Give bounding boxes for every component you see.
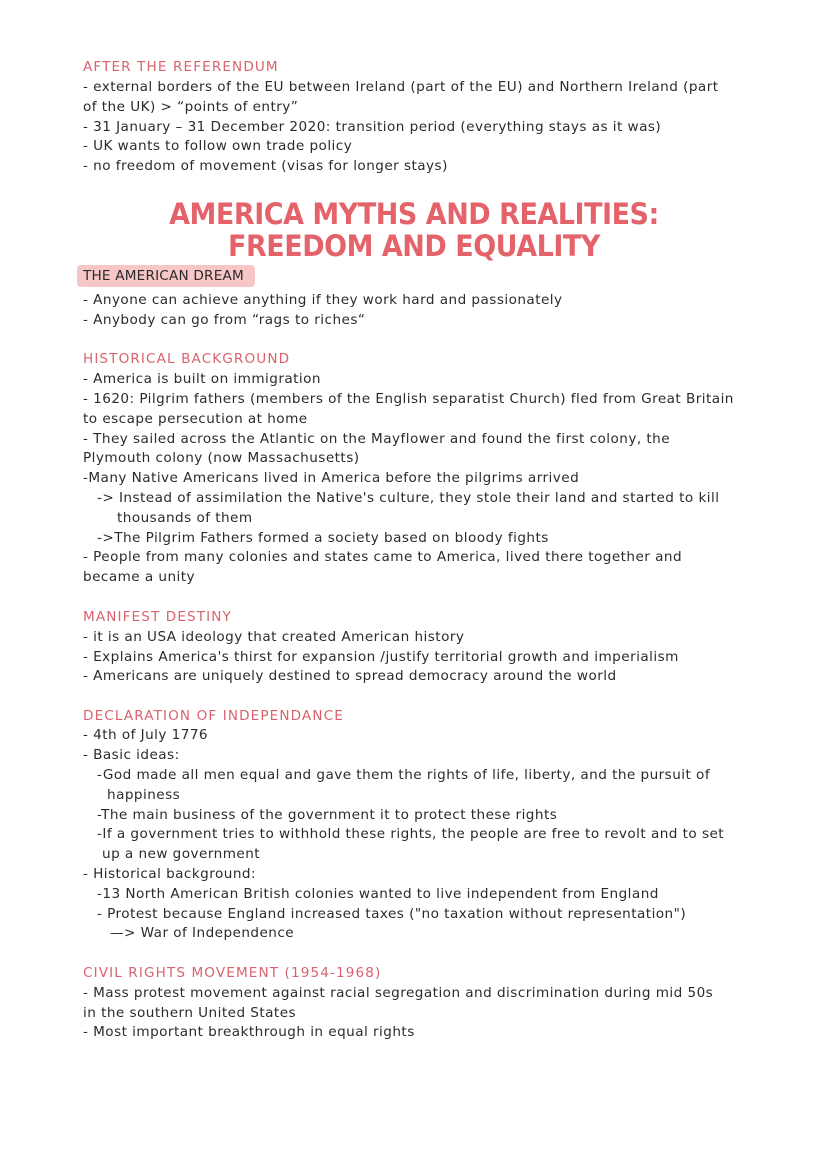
text-line: - Most important breakthrough in equal rights (83, 1024, 415, 1040)
text-line: - Anyone can achieve anything if they work hard and passionately (83, 292, 563, 308)
text-line: became a unity (83, 569, 196, 585)
text-line: -The main business of the government it to protect these rights (97, 807, 558, 823)
page-title-line-1: AMERICA MYTHS AND REALITIES: (169, 197, 659, 231)
text-line: -13 North American British colonies wanted to live independent from England (97, 886, 659, 902)
text-line: - Anybody can go from “rags to riches“ (83, 312, 366, 328)
text-line: Plymouth colony (now Massachusetts) (83, 450, 360, 466)
text-line: - Explains America's thirst for expansion /justify territorial growth and imperialism (83, 649, 679, 665)
text-line: -God made all men equal and gave them the rights of life, liberty, and the pursuit of (97, 767, 711, 783)
text-line: - They sailed across the Atlantic on the Mayflower and found the first colony, the (83, 431, 671, 447)
text-line: - external borders of the EU between Ireland (part of the EU) and Northern Ireland (part (83, 79, 719, 95)
text-line: - 4th of July 1776 (83, 727, 209, 743)
text-line: happiness (107, 787, 181, 803)
text-line: - 31 January – 31 December 2020: transition period (everything stays as it was) (83, 119, 662, 135)
page-title-line-2: FREEDOM AND EQUALITY (228, 229, 600, 263)
section-heading-american-dream: THE AMERICAN DREAM (83, 268, 244, 284)
text-line: to escape persecution at home (83, 411, 308, 427)
text-line: - no freedom of movement (visas for longer stays) (83, 158, 448, 174)
text-line: up a new government (102, 846, 261, 862)
text-line: ->The Pilgrim Fathers formed a society based on bloody fights (97, 530, 549, 546)
text-line: of the UK) > “points of entry” (83, 99, 299, 115)
text-line: in the southern United States (83, 1005, 297, 1021)
section-heading-civil-rights: CIVIL RIGHTS MOVEMENT (1954-1968) (83, 965, 382, 981)
text-line: - 1620: Pilgrim fathers (members of the English separatist Church) fled from Great Britain (83, 391, 734, 407)
text-line: - People from many colonies and states came to America, lived there together and (83, 549, 683, 565)
text-line: - Basic ideas: (83, 747, 180, 763)
section-heading-historical-background: HISTORICAL BACKGROUND (83, 351, 291, 367)
text-line: - UK wants to follow own trade policy (83, 138, 353, 154)
text-line: - America is built on immigration (83, 371, 321, 387)
text-line: - Americans are uniquely destined to spread democracy around the world (83, 668, 617, 684)
text-line: - Protest because England increased taxes ("no taxation without representation") (97, 906, 687, 922)
section-heading-referendum: AFTER THE REFERENDUM (83, 59, 279, 75)
section-heading-manifest-destiny: MANIFEST DESTINY (83, 609, 232, 625)
text-line: thousands of them (117, 510, 253, 526)
text-line: -If a government tries to withhold these rights, the people are free to revolt and to set (97, 826, 725, 842)
text-line: —> War of Independence (110, 925, 295, 941)
section-heading-declaration: DECLARATION OF INDEPENDANCE (83, 708, 344, 724)
text-line: -Many Native Americans lived in America before the pilgrims arrived (83, 470, 580, 486)
text-line: - Historical background: (83, 866, 257, 882)
text-line: -> Instead of assimilation the Native's culture, they stole their land and started to kill (97, 490, 720, 506)
text-line: - Mass protest movement against racial segregation and discrimination during mid 50s (83, 985, 714, 1001)
text-line: - it is an USA ideology that created American history (83, 629, 465, 645)
